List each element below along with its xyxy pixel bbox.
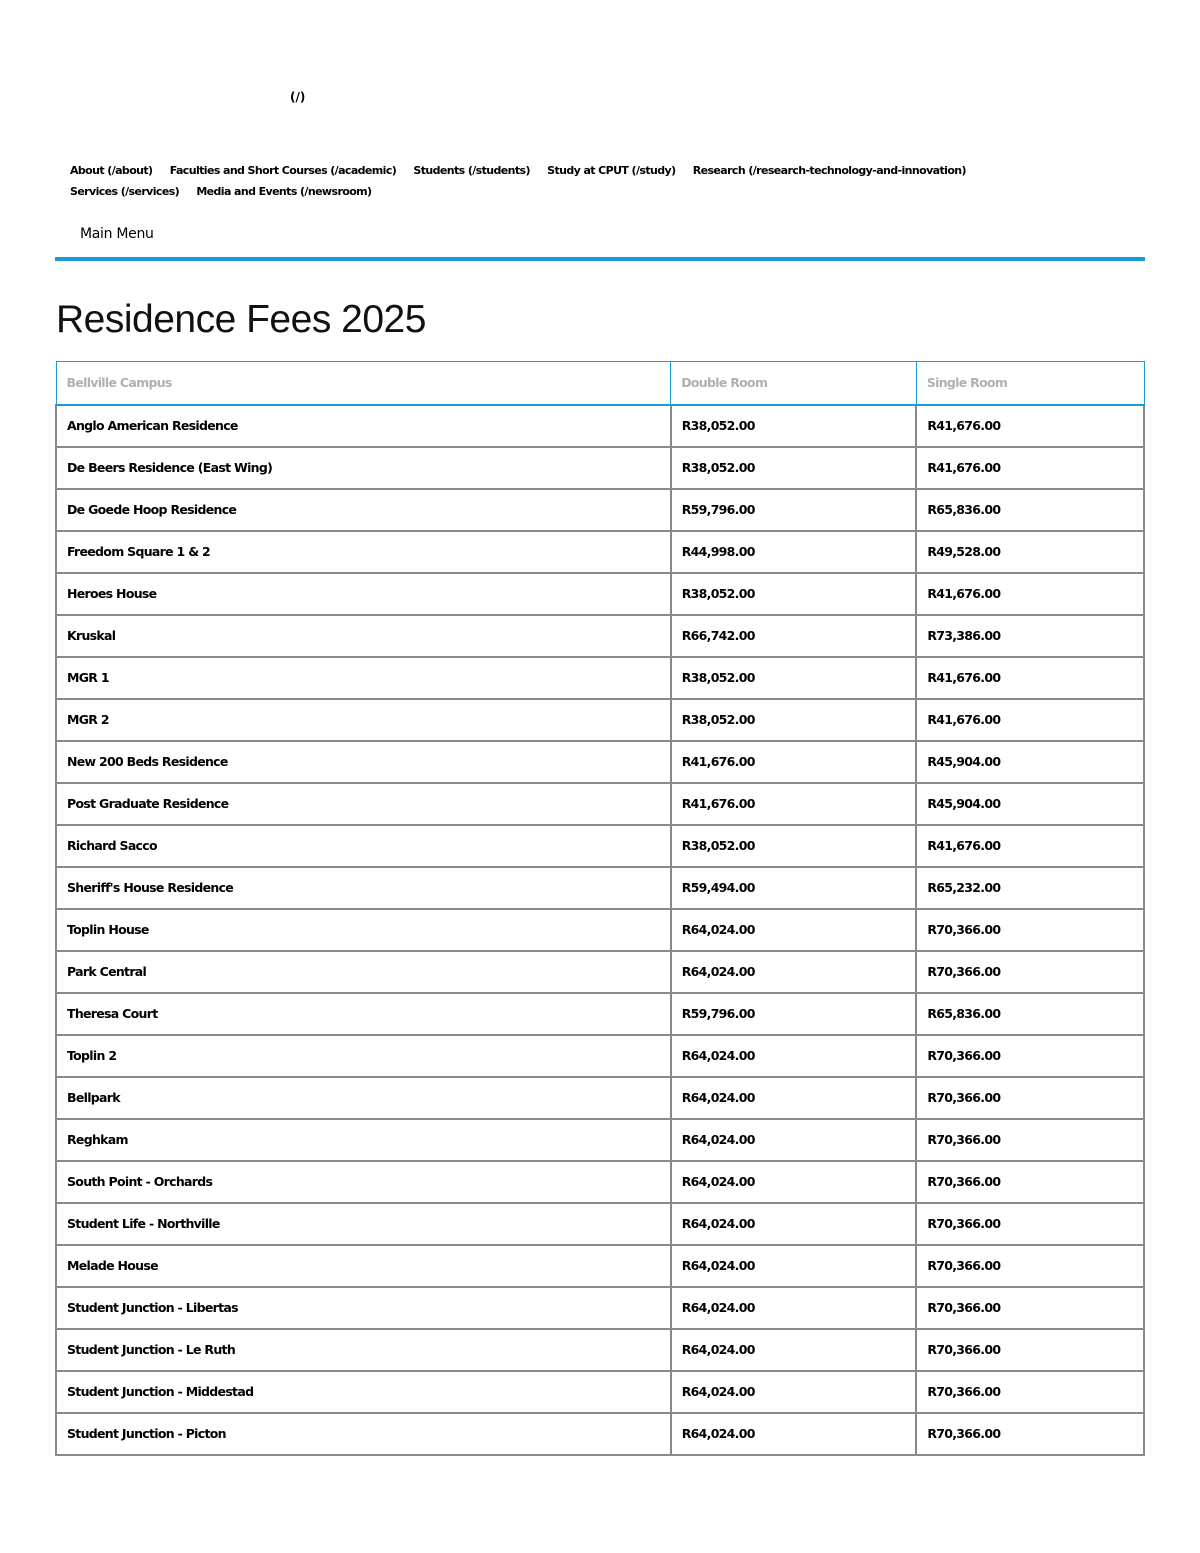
double-room-fee-cell: R59,494.00 — [671, 867, 917, 909]
table-row — [56, 1329, 1144, 1371]
nav-item-research[interactable]: Research (/research-technology-and-innovation) — [692, 164, 966, 177]
table-row — [56, 447, 1144, 489]
home-link[interactable]: (/) — [290, 90, 306, 104]
table-row — [56, 1119, 1144, 1161]
residence-name-cell: Toplin House — [56, 909, 671, 951]
header-single-room: Single Room — [916, 362, 1144, 405]
double-room-fee-cell: R64,024.00 — [671, 1119, 917, 1161]
table-row — [56, 615, 1144, 657]
double-room-fee-cell: R64,024.00 — [671, 1329, 917, 1371]
table-row — [56, 1035, 1144, 1077]
single-room-fee-cell: R70,366.00 — [916, 1245, 1144, 1287]
double-room-fee-cell: R64,024.00 — [671, 951, 917, 993]
single-room-fee-cell: R45,904.00 — [916, 783, 1144, 825]
table-row — [56, 741, 1144, 783]
double-room-fee-cell: R66,742.00 — [671, 615, 917, 657]
double-room-fee-cell: R38,052.00 — [671, 699, 917, 741]
table-row — [56, 825, 1144, 867]
single-room-fee-cell: R70,366.00 — [916, 1329, 1144, 1371]
double-room-fee-cell: R41,676.00 — [671, 741, 917, 783]
nav-item-about[interactable]: About (/about) — [70, 164, 153, 177]
residence-name-cell: Student Junction - Middestad — [56, 1371, 671, 1413]
double-room-fee-cell: R38,052.00 — [671, 573, 917, 615]
nav-item-students[interactable]: Students (/students) — [413, 164, 530, 177]
table-row — [56, 1371, 1144, 1413]
residence-name-cell: Student Junction - Libertas — [56, 1287, 671, 1329]
residence-name-cell: Richard Sacco — [56, 825, 671, 867]
residence-name-cell: De Goede Hoop Residence — [56, 489, 671, 531]
table-row — [56, 867, 1144, 909]
residence-name-cell: South Point - Orchards — [56, 1161, 671, 1203]
table-row — [56, 783, 1144, 825]
single-room-fee-cell: R70,366.00 — [916, 1077, 1144, 1119]
single-room-fee-cell: R70,366.00 — [916, 1287, 1144, 1329]
table-row — [56, 993, 1144, 1035]
residence-name-cell: Student Junction - Le Ruth — [56, 1329, 671, 1371]
residence-name-cell: Student Junction - Picton — [56, 1413, 671, 1455]
double-room-fee-cell: R64,024.00 — [671, 1287, 917, 1329]
table-row — [56, 1287, 1144, 1329]
table-row — [56, 657, 1144, 699]
table-row — [56, 1245, 1144, 1287]
residence-name-cell: Melade House — [56, 1245, 671, 1287]
header-double-room: Double Room — [671, 362, 917, 405]
table-row — [56, 489, 1144, 531]
double-room-fee-cell: R59,796.00 — [671, 489, 917, 531]
double-room-fee-cell: R64,024.00 — [671, 1203, 917, 1245]
table-row — [56, 573, 1144, 615]
residence-name-cell: Post Graduate Residence — [56, 783, 671, 825]
double-room-fee-cell: R64,024.00 — [671, 1371, 917, 1413]
single-room-fee-cell: R65,836.00 — [916, 489, 1144, 531]
single-room-fee-cell: R45,904.00 — [916, 741, 1144, 783]
double-room-fee-cell: R38,052.00 — [671, 657, 917, 699]
residence-name-cell: Anglo American Residence — [56, 405, 671, 447]
double-room-fee-cell: R64,024.00 — [671, 909, 917, 951]
residence-name-cell: Heroes House — [56, 573, 671, 615]
table-row — [56, 1077, 1144, 1119]
single-room-fee-cell: R49,528.00 — [916, 531, 1144, 573]
header-campus: Bellville Campus — [56, 362, 671, 405]
single-room-fee-cell: R41,676.00 — [916, 657, 1144, 699]
double-room-fee-cell: R64,024.00 — [671, 1035, 917, 1077]
residence-name-cell: MGR 2 — [56, 699, 671, 741]
menu-divider — [55, 257, 1145, 261]
single-room-fee-cell: R70,366.00 — [916, 1119, 1144, 1161]
double-room-fee-cell: R59,796.00 — [671, 993, 917, 1035]
double-room-fee-cell: R38,052.00 — [671, 825, 917, 867]
single-room-fee-cell: R65,836.00 — [916, 993, 1144, 1035]
single-room-fee-cell: R41,676.00 — [916, 699, 1144, 741]
single-room-fee-cell: R70,366.00 — [916, 1035, 1144, 1077]
single-room-fee-cell: R70,366.00 — [916, 1371, 1144, 1413]
residence-name-cell: MGR 1 — [56, 657, 671, 699]
nav-item-faculties[interactable]: Faculties and Short Courses (/academic) — [169, 164, 397, 177]
table-row — [56, 699, 1144, 741]
single-room-fee-cell: R70,366.00 — [916, 1413, 1144, 1455]
double-room-fee-cell: R64,024.00 — [671, 1413, 917, 1455]
double-room-fee-cell: R38,052.00 — [671, 405, 917, 447]
residence-name-cell: Theresa Court — [56, 993, 671, 1035]
single-room-fee-cell: R70,366.00 — [916, 951, 1144, 993]
residence-name-cell: Park Central — [56, 951, 671, 993]
top-navigation — [70, 160, 1090, 202]
single-room-fee-cell: R41,676.00 — [916, 573, 1144, 615]
table-row — [56, 1161, 1144, 1203]
double-room-fee-cell: R38,052.00 — [671, 447, 917, 489]
double-room-fee-cell: R64,024.00 — [671, 1077, 917, 1119]
single-room-fee-cell: R41,676.00 — [916, 447, 1144, 489]
table-row — [56, 1413, 1144, 1455]
double-room-fee-cell: R64,024.00 — [671, 1245, 917, 1287]
double-room-fee-cell: R64,024.00 — [671, 1161, 917, 1203]
residence-fees-table — [55, 361, 1145, 1456]
single-room-fee-cell: R65,232.00 — [916, 867, 1144, 909]
residence-name-cell: Student Life - Northville — [56, 1203, 671, 1245]
residence-name-cell: Reghkam — [56, 1119, 671, 1161]
residence-name-cell: Freedom Square 1 & 2 — [56, 531, 671, 573]
table-row — [56, 1203, 1144, 1245]
residence-name-cell: Sheriff's House Residence — [56, 867, 671, 909]
page-title: Residence Fees 2025 — [56, 298, 426, 341]
nav-item-services[interactable]: Services (/services) — [70, 185, 180, 198]
single-room-fee-cell: R41,676.00 — [916, 405, 1144, 447]
single-room-fee-cell: R41,676.00 — [916, 825, 1144, 867]
single-room-fee-cell: R70,366.00 — [916, 1203, 1144, 1245]
table-row — [56, 951, 1144, 993]
residence-name-cell: Kruskal — [56, 615, 671, 657]
residence-name-cell: New 200 Beds Residence — [56, 741, 671, 783]
residence-name-cell: Bellpark — [56, 1077, 671, 1119]
table-body — [56, 405, 1144, 1455]
table-row — [56, 405, 1144, 447]
double-room-fee-cell: R44,998.00 — [671, 531, 917, 573]
single-room-fee-cell: R70,366.00 — [916, 909, 1144, 951]
table-header-row — [56, 362, 1144, 405]
nav-item-media[interactable]: Media and Events (/newsroom) — [196, 185, 372, 198]
residence-name-cell: Toplin 2 — [56, 1035, 671, 1077]
table-row — [56, 531, 1144, 573]
double-room-fee-cell: R41,676.00 — [671, 783, 917, 825]
single-room-fee-cell: R70,366.00 — [916, 1161, 1144, 1203]
single-room-fee-cell: R73,386.00 — [916, 615, 1144, 657]
residence-name-cell: De Beers Residence (East Wing) — [56, 447, 671, 489]
nav-item-study[interactable]: Study at CPUT (/study) — [547, 164, 676, 177]
table-row — [56, 909, 1144, 951]
main-menu-toggle[interactable]: Main Menu — [80, 226, 154, 242]
